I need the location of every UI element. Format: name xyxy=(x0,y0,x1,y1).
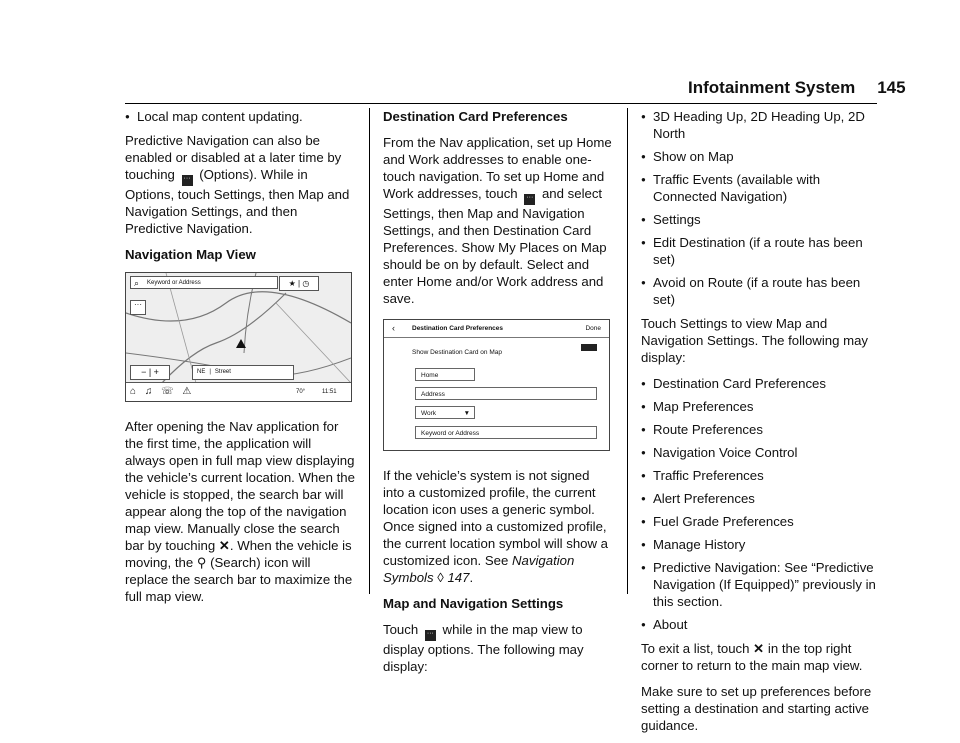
show-card-label: Show Destination Card on Map xyxy=(412,349,502,356)
column-2 xyxy=(383,108,613,684)
list-item: ● Show on Map xyxy=(641,148,877,165)
address-field[interactable]: Address xyxy=(415,387,597,400)
close-icon: ✕ xyxy=(753,641,765,656)
favorites-icon[interactable]: ★ | ◷ xyxy=(279,276,319,291)
keyword-field[interactable]: Keyword or Address xyxy=(415,426,597,439)
section-title: Infotainment System xyxy=(688,78,856,97)
list-item: ● Manage History xyxy=(641,536,877,553)
list-item: ● Map Preferences xyxy=(641,398,877,415)
chevron-down-icon: ▼ xyxy=(463,410,470,417)
work-field[interactable]: Work ▼ xyxy=(415,406,475,419)
list-item: ● Fuel Grade Preferences xyxy=(641,513,877,530)
page-ref: 147 xyxy=(447,570,470,585)
temperature: 70° xyxy=(296,389,306,395)
more-icon[interactable]: ··· xyxy=(130,300,146,315)
options-icon: ··· xyxy=(182,175,193,186)
done-button[interactable]: Done xyxy=(585,325,601,332)
header-rule xyxy=(125,103,877,104)
paragraph: Touch Settings to view Map and Navigation Settings. The following may display: xyxy=(641,316,868,365)
list-item: ● Alert Preferences xyxy=(641,490,877,507)
list-item: ● Navigation Voice Control xyxy=(641,444,877,461)
search-icon: ⚲ xyxy=(196,555,207,570)
list-item: ● Destination Card Preferences xyxy=(641,375,877,392)
column-divider xyxy=(627,108,628,594)
paragraph: After opening the Nav application for the first time, the application will always open in full map view displaying the vehicle’s current location. When the vehicle is stopped, the search bar will appear along the top of the navigation map view. Manually close the search bar by touching ✕. When the vehicle is moving, the ⚲ (Search) icon will replace the search bar to maximize the full map view. xyxy=(125,419,355,604)
list-item: ● 3D Heading Up, 2D Heading Up, 2D North xyxy=(641,108,877,142)
list-item: ● Edit Destination (if a route has been set) xyxy=(641,234,877,268)
destination-card-figure xyxy=(383,319,610,451)
map-bottom-bar xyxy=(126,382,351,401)
list-item: ● Traffic Events (available with Connected Navigation) xyxy=(641,171,877,205)
bullet-list xyxy=(641,375,877,633)
bullet-list xyxy=(125,108,355,125)
street-label: NE | Street xyxy=(192,365,294,380)
paragraph: To exit a list, touch ✕ in the top right corner to return to the main map view. xyxy=(641,641,863,673)
back-icon[interactable]: ‹ xyxy=(392,323,395,333)
navigation-map-figure xyxy=(125,272,352,402)
home-icon[interactable]: ⌂ ♫ ☏ ⚠ xyxy=(130,386,195,397)
list-item: ● Route Preferences xyxy=(641,421,877,438)
column-1 xyxy=(125,108,355,614)
section-heading: Map and Navigation Settings xyxy=(383,596,564,611)
paragraph: Touch ··· while in the map view to display options. The following may display: xyxy=(383,622,584,674)
page-header xyxy=(688,78,906,98)
bullet-list xyxy=(641,108,877,308)
home-field[interactable]: Home xyxy=(415,368,475,381)
list-item: ● Predictive Navigation: See “Predictive Navigation (If Equipped)” previously in this section. xyxy=(641,559,877,610)
show-card-toggle[interactable] xyxy=(581,344,597,351)
link-navigation-symbols[interactable]: Navigation Symbols xyxy=(383,553,575,585)
column-3 xyxy=(641,108,877,743)
list-item: ● Settings xyxy=(641,211,877,228)
show-card-row xyxy=(412,344,597,361)
list-item: ● About xyxy=(641,616,877,633)
zoom-controls[interactable]: − | + xyxy=(130,365,170,380)
paragraph: Make sure to set up preferences before setting a destination and starting active guidance. xyxy=(641,684,872,733)
section-heading: Destination Card Preferences xyxy=(383,109,568,124)
paragraph: Predictive Navigation can also be enabled or disabled at a later time by touching ··· (Options). While in Options, touch Settings, then Map and Navigation Settings, and then Predictive Navigation. xyxy=(125,133,350,236)
list-item: ● Traffic Preferences xyxy=(641,467,877,484)
column-divider xyxy=(369,108,370,594)
list-item: ● Avoid on Route (if a route has been set) xyxy=(641,274,877,308)
close-icon: ✕ xyxy=(218,538,230,553)
section-heading: Navigation Map View xyxy=(125,247,256,262)
paragraph: From the Nav application, set up Home and Work addresses to enable one-touch navigation. To set up Home and Work addresses, touch ··· and select Settings, then Map and Navigation Settings, and then Destination Card Preferences. Show My Places on Map should be on by default. Select and enter Home and/or Work address and save. xyxy=(383,135,612,306)
card-header xyxy=(384,320,609,338)
map-search-bar[interactable]: ⌕ Keyword or Address xyxy=(130,276,278,289)
options-icon: ··· xyxy=(425,630,436,641)
card-title: Destination Card Preferences xyxy=(412,325,504,332)
clock: 11:51 xyxy=(322,389,337,395)
options-icon: ··· xyxy=(524,194,535,205)
paragraph: If the vehicle’s system is not signed into a customized profile, the current location icon uses a generic symbol. Once signed into a customized profile, the current location symbol will show a customized icon. See Navigation Symbols ◊ 147. xyxy=(383,468,609,585)
list-item: ● Local map content updating. xyxy=(125,108,355,125)
page-number: 145 xyxy=(877,78,906,97)
